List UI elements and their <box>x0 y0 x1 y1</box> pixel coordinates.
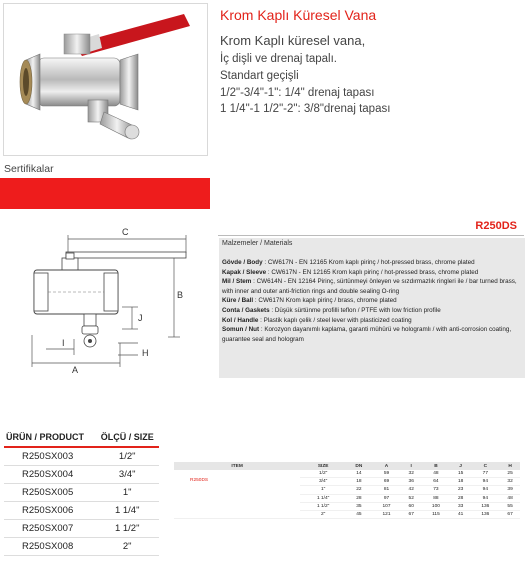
table-cell: 100 <box>421 502 451 510</box>
material-value: : CW617N - EN 12165 Krom kaplı pirinç / hot-pressed brass, chrome plated <box>264 259 475 266</box>
dim-label-i: I <box>62 338 65 348</box>
table-cell: 67 <box>500 510 520 518</box>
table-cell: 52 <box>401 494 421 502</box>
column-header: C <box>471 462 501 470</box>
table-cell: 18 <box>451 478 471 486</box>
table-cell: 33 <box>451 502 471 510</box>
table-cell: 55 <box>500 502 520 510</box>
valve-photo <box>4 4 207 155</box>
product-title: Krom Kaplı Küresel Vana <box>220 7 377 23</box>
description-line: Standart geçişli <box>220 70 299 82</box>
table-cell: 1 1/4" <box>300 494 346 502</box>
table-cell: 1/2" <box>300 470 346 478</box>
product-code-cell: R250SX006 <box>4 502 95 520</box>
material-row <box>222 296 524 306</box>
table-cell: 45 <box>346 510 372 518</box>
material-value: : Korozyon dayanımlı kaplama, garanti mühürü ve hologramlı / with anti-corrosion coating, guarantee seal and hologram <box>222 326 512 343</box>
materials-list <box>222 258 524 344</box>
table-cell: 94 <box>471 494 501 502</box>
table-row <box>4 447 159 466</box>
size-cell: 1" <box>95 484 159 502</box>
column-header: I <box>401 462 421 470</box>
table-cell: 69 <box>372 478 402 486</box>
table-cell: 32 <box>500 478 520 486</box>
material-key: Somun / Nut <box>222 326 260 334</box>
table-header-row <box>4 430 159 447</box>
table-cell: 107 <box>372 502 402 510</box>
table-cell: 94 <box>471 478 501 486</box>
divider <box>218 235 524 236</box>
product-code: R250DS <box>475 220 517 232</box>
certificates-bar <box>0 178 210 209</box>
material-row <box>222 268 524 278</box>
table-cell: 28 <box>451 494 471 502</box>
column-header: B <box>421 462 451 470</box>
size-cell: 2" <box>95 538 159 556</box>
table-cell: 41 <box>451 510 471 518</box>
material-key: Gövde / Body <box>222 259 263 266</box>
column-header-product: ÜRÜN / PRODUCT <box>4 430 95 447</box>
table-cell: 81 <box>372 486 402 494</box>
material-key: Conta / Gaskets <box>222 306 270 314</box>
table-cell: 77 <box>471 470 501 478</box>
material-row <box>222 306 524 316</box>
description-line: İç dişli ve drenaj tapalı. <box>220 53 337 65</box>
materials-title: Malzemeler / Materials <box>222 240 293 247</box>
table-cell: 73 <box>421 486 451 494</box>
material-row <box>222 316 524 326</box>
material-key: Kapak / Sleeve <box>222 268 267 276</box>
table-cell: 136 <box>471 510 501 518</box>
dim-label-c: C <box>122 227 129 237</box>
table-cell: 35 <box>346 502 372 510</box>
product-code-cell: R250SX005 <box>4 484 95 502</box>
table-row <box>4 502 159 520</box>
product-photo-frame <box>3 3 208 156</box>
table-cell: 48 <box>500 494 520 502</box>
table-cell: 2" <box>300 510 346 518</box>
table-cell: 25 <box>500 470 520 478</box>
material-row <box>222 277 524 296</box>
material-value: : CW617N - EN 12165 Krom kaplı pirinç / hot-pressed brass, chrome plated <box>267 268 479 276</box>
description-line: 1/2"-3/4"-1": 1/4" drenaj tapası <box>220 87 375 99</box>
table-cell: 1 1/2" <box>300 502 346 510</box>
table-cell: 15 <box>451 470 471 478</box>
material-row <box>222 325 524 344</box>
table-header-row <box>174 462 520 470</box>
material-key: Mil / Stem <box>222 278 252 286</box>
product-code-cell: R250SX007 <box>4 520 95 538</box>
table-row <box>4 466 159 484</box>
dim-label-a: A <box>72 365 79 375</box>
table-cell: 32 <box>401 470 421 478</box>
material-value: : Plastik kaplı çelik / steel lever with plasticized coating <box>260 316 412 324</box>
size-cell: 3/4" <box>95 466 159 484</box>
valve-technical-drawing <box>22 225 197 375</box>
table-cell: 39 <box>500 486 520 494</box>
table-cell: 28 <box>346 494 372 502</box>
material-row <box>222 258 524 268</box>
table-cell: 64 <box>421 478 451 486</box>
table-cell: 18 <box>346 478 372 486</box>
certificates-label: Sertifikalar <box>4 163 54 175</box>
table-cell: 121 <box>372 510 402 518</box>
product-code-cell: R250SX008 <box>4 538 95 556</box>
table-cell: 42 <box>401 486 421 494</box>
table-cell: 14 <box>346 470 372 478</box>
table-row <box>4 520 159 538</box>
description-line: 1 1/4"-1 1/2"-2": 3/8"drenaj tapası <box>220 103 391 115</box>
size-cell: 1 1/4" <box>95 502 159 520</box>
table-row <box>174 470 520 478</box>
column-header: DN <box>346 462 372 470</box>
size-cell: 1 1/2" <box>95 520 159 538</box>
material-key: Kol / Handle <box>222 316 259 324</box>
dim-label-h: H <box>142 348 149 358</box>
table-cell: 136 <box>471 502 501 510</box>
table-row <box>4 484 159 502</box>
table-cell: 59 <box>372 470 402 478</box>
size-cell: 1/2" <box>95 447 159 466</box>
column-header-size: ÖLÇÜ / SIZE <box>95 430 159 447</box>
material-value: : CW614N - EN 12164 Pirinç, sürtünmeyi önleyen ve sızdırmazlık ringleri ile / bar turned brass, with inner and outer anti-friction rings and double sealing O-ring <box>222 278 517 295</box>
table-cell: 115 <box>421 510 451 518</box>
column-header: ITEM <box>174 462 300 470</box>
product-code-cell: R250SX003 <box>4 447 95 466</box>
column-header: SIZE <box>300 462 346 470</box>
column-header: H <box>500 462 520 470</box>
dim-label-b: B <box>177 290 184 300</box>
item-code-cell: R250DS <box>174 470 300 519</box>
table-cell: 36 <box>401 478 421 486</box>
table-cell: 60 <box>401 502 421 510</box>
table-cell: 94 <box>471 486 501 494</box>
dimensions-table <box>174 462 520 519</box>
material-value: : CW617N Krom kaplı pirinç / brass, chrome plated <box>254 297 397 305</box>
column-header: J <box>451 462 471 470</box>
column-header: A <box>372 462 402 470</box>
product-subtitle: Krom Kaplı küresel vana, <box>220 33 366 48</box>
material-value: : Düşük sürtünme profilli teflon / PTFE with low friction profile <box>271 306 441 314</box>
product-code-cell: R250SX004 <box>4 466 95 484</box>
table-cell: 88 <box>421 494 451 502</box>
table-cell: 48 <box>421 470 451 478</box>
table-cell: 97 <box>372 494 402 502</box>
table-cell: 3/4" <box>300 478 346 486</box>
table-cell: 67 <box>401 510 421 518</box>
table-cell: 22 <box>346 486 372 494</box>
material-key: Küre / Ball <box>222 297 254 305</box>
product-size-table <box>4 430 159 556</box>
dim-label-j: J <box>138 313 143 323</box>
table-cell: 1" <box>300 486 346 494</box>
table-cell: 23 <box>451 486 471 494</box>
table-row <box>4 538 159 556</box>
